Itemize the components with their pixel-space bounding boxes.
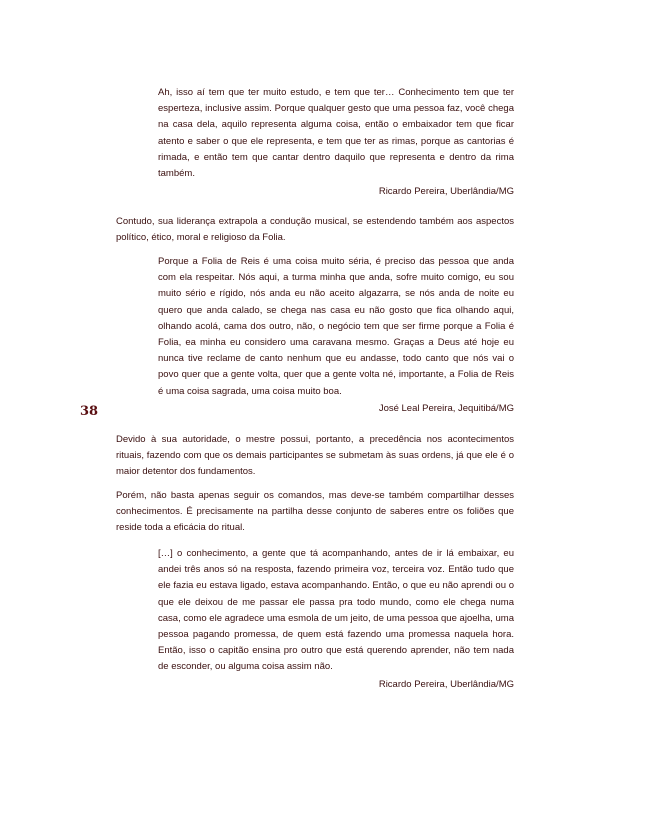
- quote-paragraph: Ah, isso aí tem que ter muito estudo, e tem que ter… Conhecimento tem que ter esperteza, inclusive assim. Porque qualquer gesto que uma pessoa faz, você chega na casa dela, aquilo representa alguma coisa, então o embaixador tem que ficar atento e saber o que ele representa, e tem que ter as rimas, porque as cantorias é rimada, e então tem que cantar dentro daquilo que representa e dentro da rima também.: [158, 87, 514, 180]
- quote-paragraph: Porque a Folia de Reis é uma coisa muito séria, é preciso das pessoa que anda com ela respeitar. Nós aqui, a turma minha que anda, sofre muito comigo, eu sou muito sério e rígido, nós anda eu não aceito algazarra, se nós anda de noite eu quero que anda calado, se chega nas casa eu não gosto que fica olhando aqui, olhando acolá, cama dos outro, não, o negócio tem que ser firme porque a Folia é Folia, ea minha eu considero uma caravana mesmo. Graças a Deus até hoje eu nunca tive reclame de canto nenhum que eu andasse, todo canto que nós vai o povo quer que a gente volta, quer que a gente volta né, importante, a Folia de Reis é uma coisa sagrada, uma coisa muito boa.: [158, 256, 514, 397]
- quote-paragraph: […] o conhecimento, a gente que tá acompanhando, antes de ir lá embaixar, eu andei três anos só na resposta, fazendo primeira voz, terceira voz. Então tudo que ele fazia eu estava ligado, estava acompanhando. Então, o que eu não aprendi ou o que ele deixou de me passar ele passa pra todo mundo, como ele chega numa casa, como ele agradece uma esmola de um jeito, de uma pessoa que ajoelha, uma pessoa pagando promessa, de quem está fazendo uma promessa naquela hora. Então, isso o capitão ensina pro outro que está querendo aprender, não tem nada de esconder, ou alguma coisa assim não.: [158, 548, 514, 673]
- body-paragraph: Contudo, sua liderança extrapola a condução musical, se estendendo também aos aspectos político, ético, moral e religioso da Folia.: [116, 216, 514, 244]
- quote-source: Ricardo Pereira, Uberlândia/MG: [378, 679, 514, 690]
- page-number: 38: [80, 404, 99, 419]
- body-paragraph: Devido à sua autoridade, o mestre possui, portanto, a precedência nos acontecimentos rituais, fazendo com que os demais participantes se submetam às suas ordens, já que ele é o maior detentor dos fundamentos.: [116, 434, 514, 478]
- quote-source: José Leal Pereira, Jequitibá/MG: [378, 403, 514, 414]
- quote-source: Ricardo Pereira, Uberlândia/MG: [378, 186, 514, 197]
- body-paragraph: Porém, não basta apenas seguir os comandos, mas deve-se também compartilhar desses conhecimentos. É precisamente na partilha desse conjunto de saberes entre os foliões que reside toda a eficácia do ritual.: [116, 490, 514, 534]
